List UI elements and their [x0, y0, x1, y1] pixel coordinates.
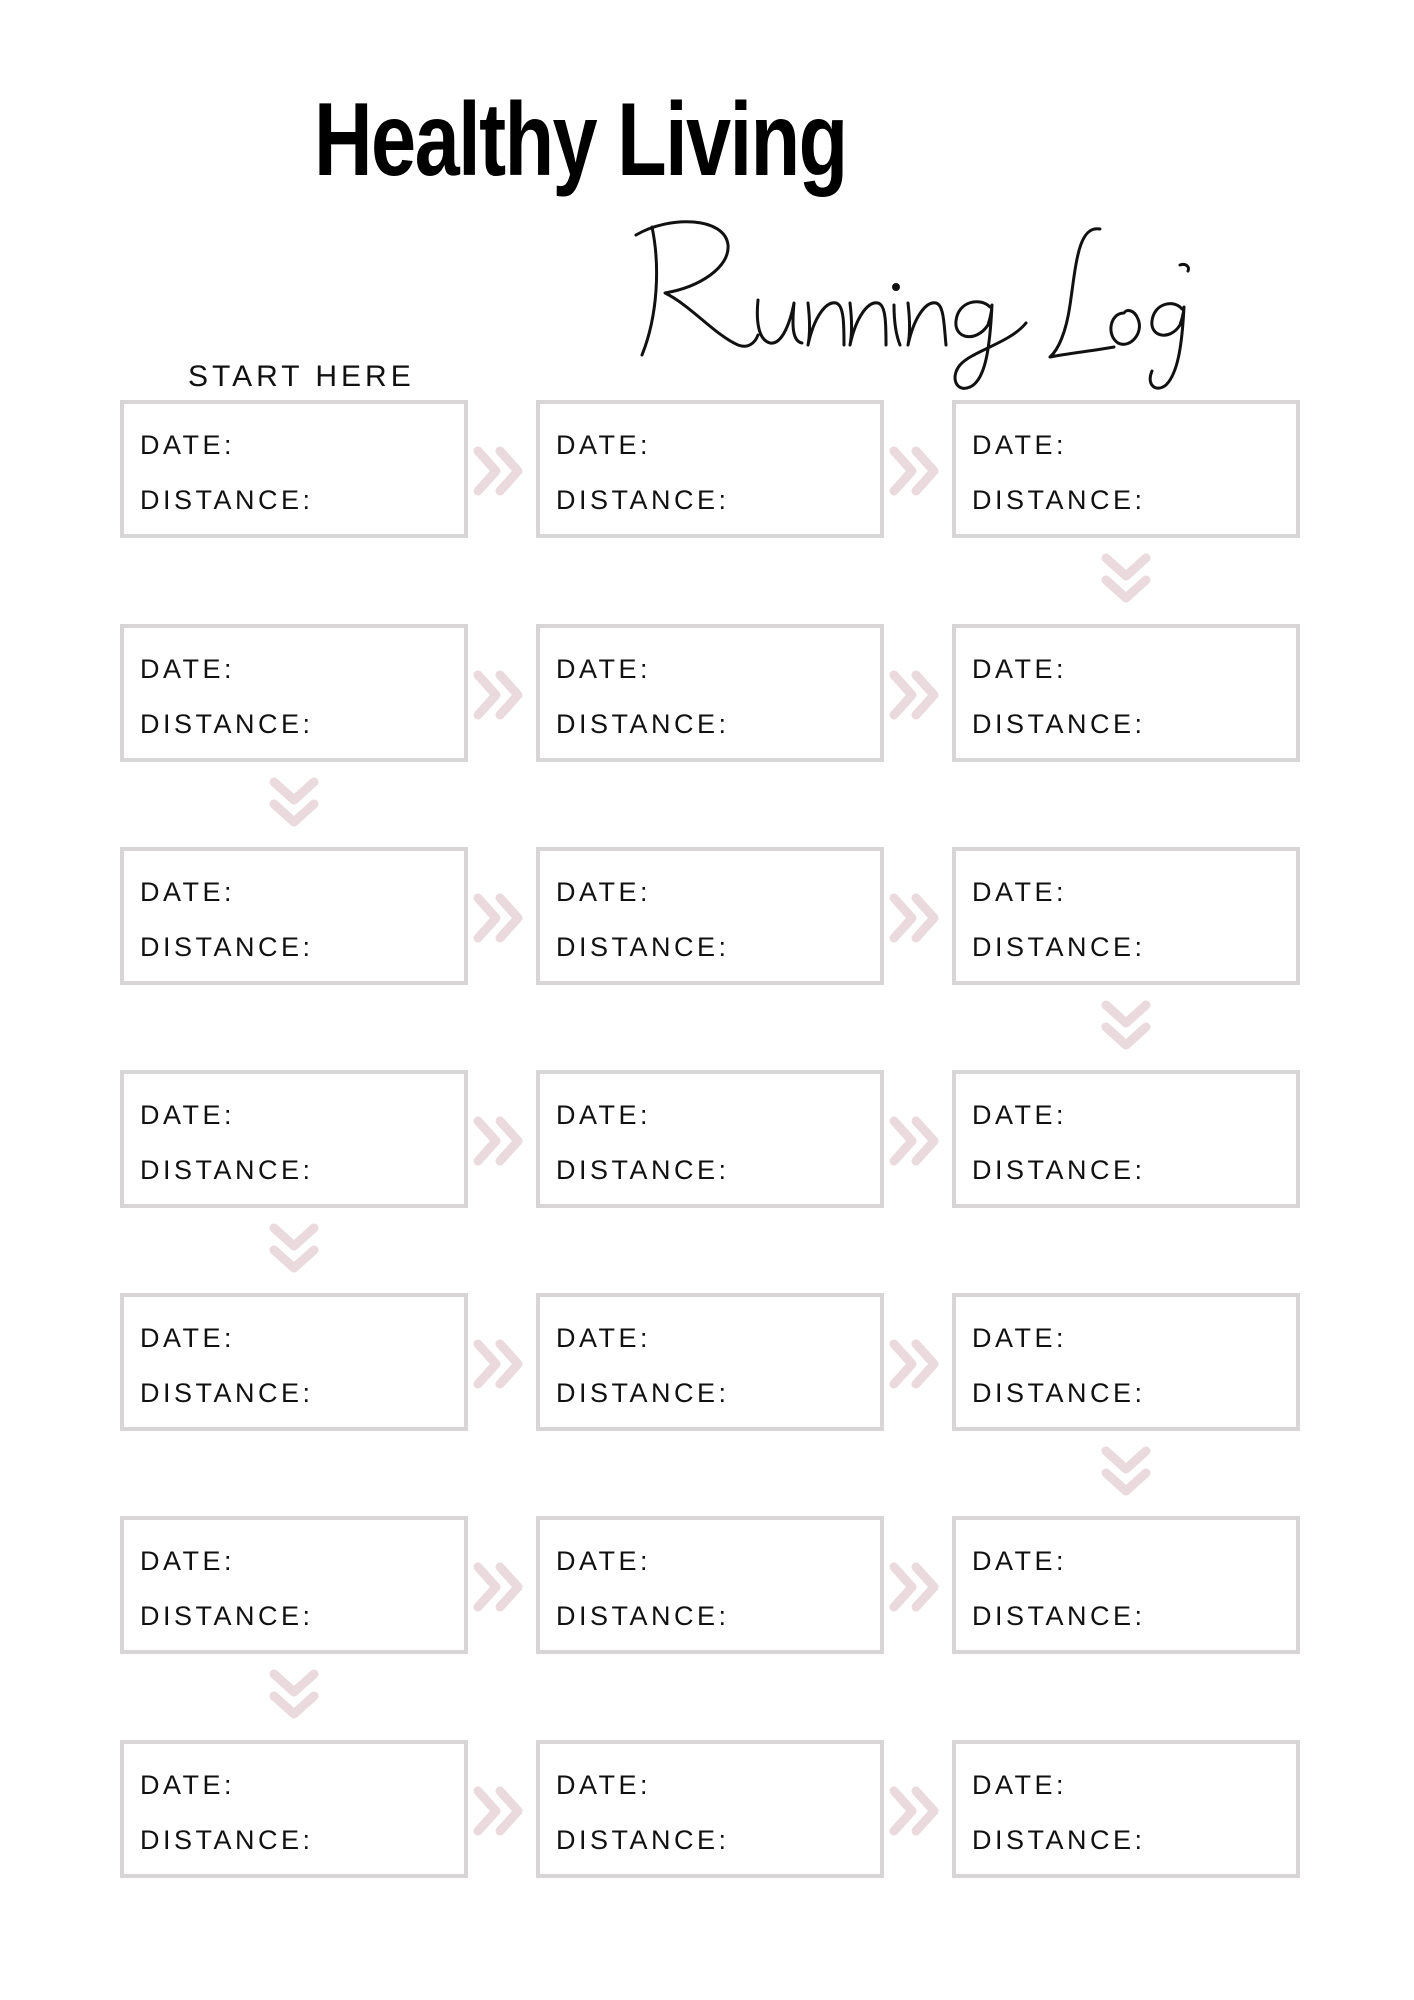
log-entry-box[interactable] — [536, 1516, 884, 1654]
date-label: DATE: — [140, 1323, 236, 1353]
distance-label: DISTANCE: — [972, 1155, 1146, 1185]
page-title: Healthy Living — [314, 82, 847, 198]
log-entry-box[interactable] — [952, 624, 1300, 762]
log-entry-box[interactable] — [952, 1070, 1300, 1208]
log-entry-box[interactable] — [120, 847, 468, 985]
date-label: DATE: — [140, 1546, 236, 1576]
double-chevron-right-icon — [886, 1557, 946, 1617]
double-chevron-right-icon — [470, 1111, 530, 1171]
double-chevron-right-icon — [470, 1334, 530, 1394]
date-label: DATE: — [556, 877, 652, 907]
distance-label: DISTANCE: — [972, 1825, 1146, 1855]
date-label: DATE: — [556, 430, 652, 460]
log-entry-box[interactable] — [952, 400, 1300, 538]
distance-label: DISTANCE: — [140, 1378, 314, 1408]
distance-label: DISTANCE: — [556, 1825, 730, 1855]
double-chevron-down-icon — [1096, 550, 1156, 610]
double-chevron-right-icon — [886, 1781, 946, 1841]
log-entry-box[interactable] — [536, 847, 884, 985]
log-entry-box[interactable] — [536, 1740, 884, 1878]
log-entry-box[interactable] — [120, 1516, 468, 1654]
log-entry-box[interactable] — [120, 400, 468, 538]
date-label: DATE: — [972, 430, 1068, 460]
date-label: DATE: — [972, 877, 1068, 907]
double-chevron-right-icon — [886, 888, 946, 948]
date-label: DATE: — [556, 1323, 652, 1353]
distance-label: DISTANCE: — [556, 1378, 730, 1408]
double-chevron-right-icon — [470, 441, 530, 501]
log-entry-box[interactable] — [536, 400, 884, 538]
log-entry-box[interactable] — [120, 1070, 468, 1208]
distance-label: DISTANCE: — [140, 932, 314, 962]
start-here-label: START HERE — [188, 360, 415, 393]
double-chevron-right-icon — [886, 665, 946, 725]
distance-label: DISTANCE: — [556, 932, 730, 962]
script-title — [630, 205, 1190, 395]
double-chevron-right-icon — [886, 1111, 946, 1171]
date-label: DATE: — [556, 1100, 652, 1130]
log-entry-box[interactable] — [536, 1293, 884, 1431]
double-chevron-down-icon — [264, 774, 324, 834]
double-chevron-right-icon — [470, 665, 530, 725]
log-entry-box[interactable] — [952, 847, 1300, 985]
distance-label: DISTANCE: — [140, 485, 314, 515]
distance-label: DISTANCE: — [556, 485, 730, 515]
log-entry-box[interactable] — [952, 1293, 1300, 1431]
date-label: DATE: — [556, 654, 652, 684]
date-label: DATE: — [556, 1770, 652, 1800]
distance-label: DISTANCE: — [972, 485, 1146, 515]
distance-label: DISTANCE: — [972, 1378, 1146, 1408]
date-label: DATE: — [140, 1100, 236, 1130]
date-label: DATE: — [140, 877, 236, 907]
distance-label: DISTANCE: — [972, 709, 1146, 739]
double-chevron-right-icon — [470, 888, 530, 948]
distance-label: DISTANCE: — [140, 1601, 314, 1631]
log-entry-box[interactable] — [536, 624, 884, 762]
log-entry-box[interactable] — [120, 1293, 468, 1431]
log-entry-box[interactable] — [952, 1740, 1300, 1878]
double-chevron-right-icon — [886, 441, 946, 501]
double-chevron-down-icon — [1096, 1443, 1156, 1503]
date-label: DATE: — [140, 430, 236, 460]
date-label: DATE: — [972, 1323, 1068, 1353]
date-label: DATE: — [140, 1770, 236, 1800]
double-chevron-right-icon — [470, 1557, 530, 1617]
script-title-lettering — [630, 205, 1190, 395]
double-chevron-down-icon — [264, 1220, 324, 1280]
date-label: DATE: — [972, 654, 1068, 684]
date-label: DATE: — [972, 1546, 1068, 1576]
distance-label: DISTANCE: — [140, 1155, 314, 1185]
distance-label: DISTANCE: — [556, 1155, 730, 1185]
date-label: DATE: — [972, 1770, 1068, 1800]
double-chevron-right-icon — [886, 1334, 946, 1394]
distance-label: DISTANCE: — [972, 932, 1146, 962]
log-entry-box[interactable] — [120, 624, 468, 762]
double-chevron-down-icon — [264, 1666, 324, 1726]
log-entry-box[interactable] — [952, 1516, 1300, 1654]
distance-label: DISTANCE: — [972, 1601, 1146, 1631]
log-entry-box[interactable] — [120, 1740, 468, 1878]
date-label: DATE: — [140, 654, 236, 684]
distance-label: DISTANCE: — [556, 1601, 730, 1631]
distance-label: DISTANCE: — [140, 709, 314, 739]
distance-label: DISTANCE: — [140, 1825, 314, 1855]
double-chevron-down-icon — [1096, 997, 1156, 1057]
date-label: DATE: — [972, 1100, 1068, 1130]
log-entry-box[interactable] — [536, 1070, 884, 1208]
double-chevron-right-icon — [470, 1781, 530, 1841]
date-label: DATE: — [556, 1546, 652, 1576]
distance-label: DISTANCE: — [556, 709, 730, 739]
